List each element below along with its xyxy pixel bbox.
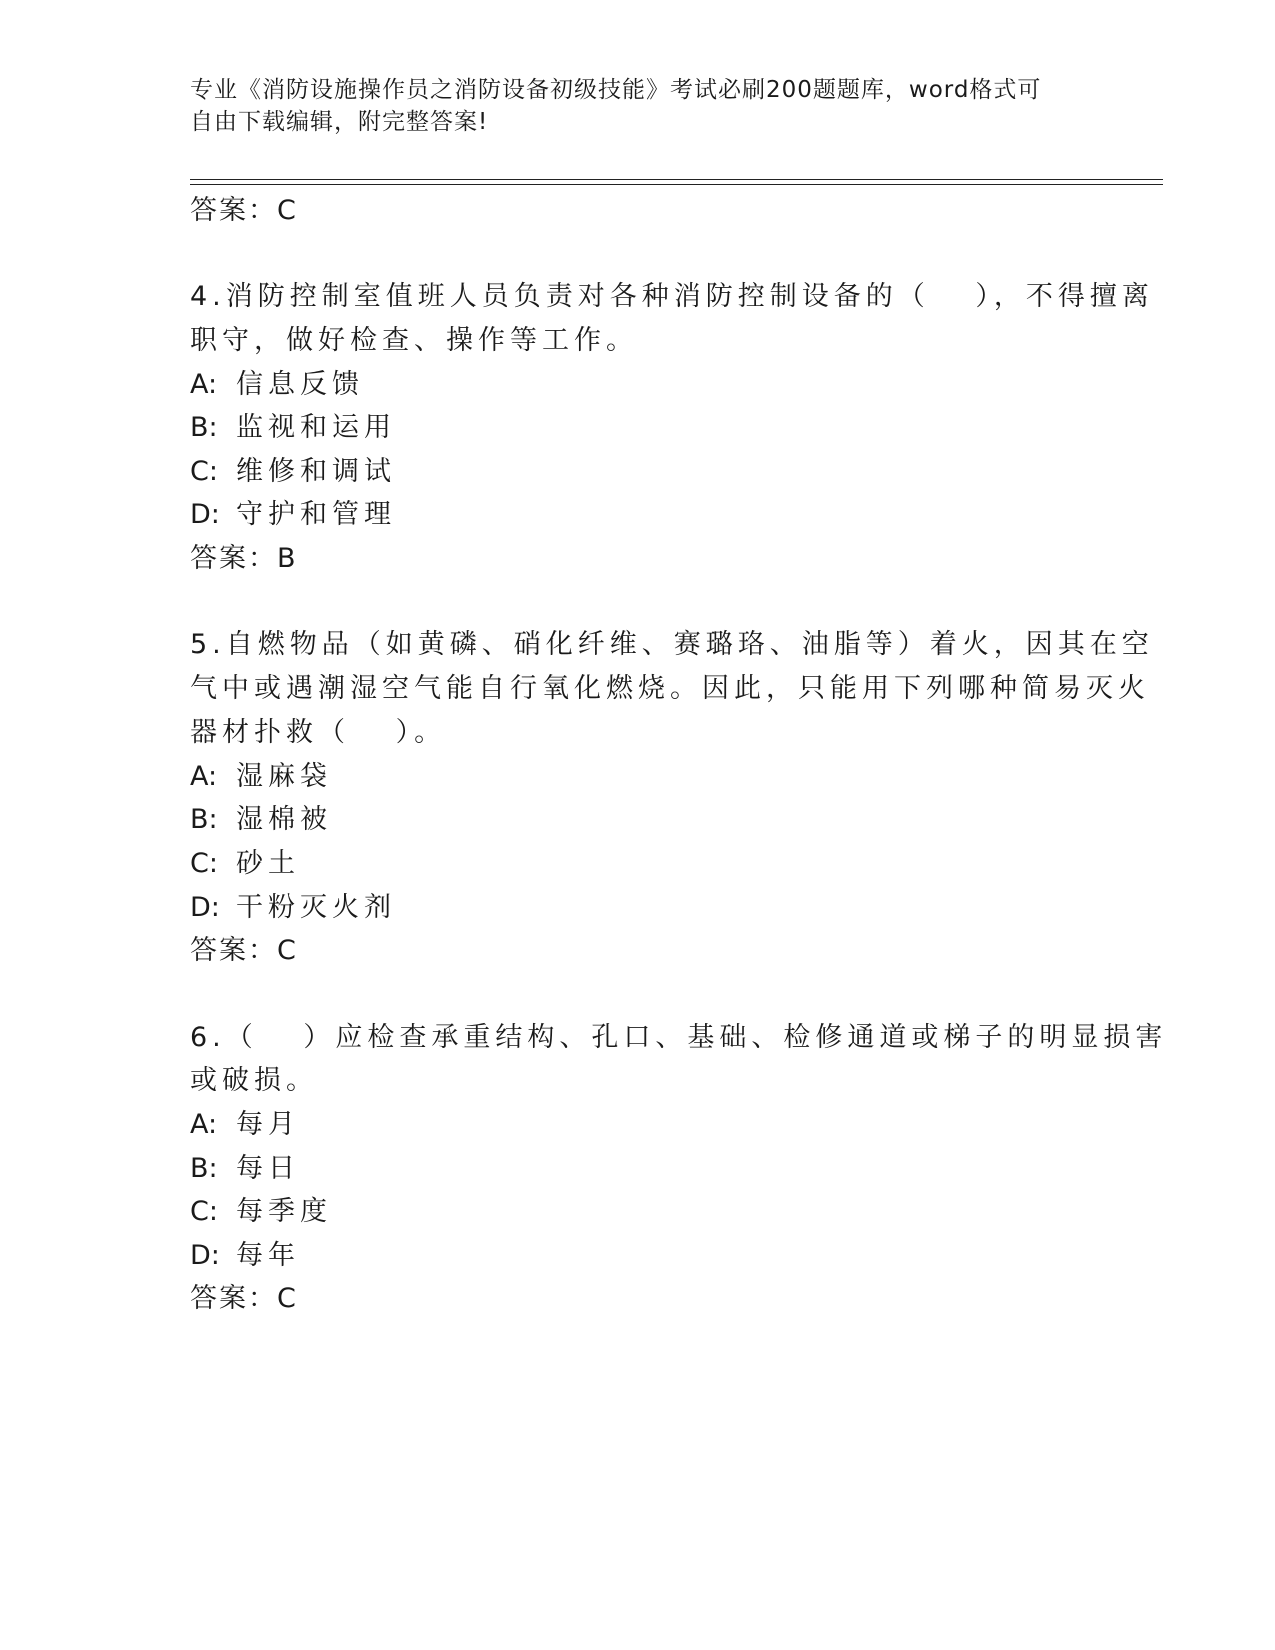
header-line-1: 专业《消防设施操作员之消防设备初级技能》考试必刷200题题库，word格式可: [190, 77, 1042, 103]
question-5-line-1: 5.自燃物品（如黄磷、硝化纤维、赛璐珞、油脂等）着火，因其在空: [190, 629, 1154, 660]
question-4-answer: 答案：B: [190, 543, 298, 574]
option-text: 监视和运用: [236, 412, 396, 443]
question-4-option-a: [190, 362, 364, 401]
question-6-option-d: [190, 1233, 300, 1272]
option-text: 湿棉被: [236, 804, 332, 835]
answer-previous: 答案：C: [190, 195, 298, 226]
question-6-option-a: [190, 1102, 300, 1141]
option-text: 砂土: [236, 848, 300, 879]
header-divider-top: [190, 179, 1163, 180]
question-6-option-b: [190, 1146, 300, 1185]
option-text: 每季度: [236, 1196, 332, 1227]
option-letter: D:: [190, 499, 220, 530]
question-6-line-1: 6.（ ）应检查承重结构、孔口、基础、检修通道或梯子的明显损害: [190, 1022, 1168, 1053]
option-text: 湿麻袋: [236, 761, 332, 792]
question-5-option-a: [190, 754, 332, 793]
option-letter: B:: [190, 804, 218, 835]
option-text: 干粉灭火剂: [236, 892, 396, 923]
question-4-option-b: [190, 405, 396, 444]
header-divider-bottom: [190, 184, 1163, 185]
option-letter: B:: [190, 1153, 218, 1184]
option-letter: A:: [190, 1109, 218, 1140]
option-text: 每月: [236, 1109, 300, 1140]
question-5-option-b: [190, 797, 332, 836]
option-letter: D:: [190, 1240, 220, 1271]
question-4-line-2: 职守，做好检查、操作等工作。: [190, 325, 638, 356]
document-header: [190, 74, 1090, 138]
option-text: 守护和管理: [236, 499, 396, 530]
option-letter: C:: [190, 1196, 218, 1227]
option-letter: A:: [190, 369, 218, 400]
option-letter: A:: [190, 761, 218, 792]
question-6-option-c: [190, 1189, 332, 1228]
header-line-2: 自由下载编辑，附完整答案!: [190, 109, 489, 135]
question-4-line-1: 4.消防控制室值班人员负责对各种消防控制设备的（ ），不得擅离: [190, 281, 1154, 312]
question-5-option-c: [190, 841, 300, 880]
question-5-line-2: 气中或遇潮湿空气能自行氧化燃烧。因此，只能用下列哪种简易灭火: [190, 673, 1150, 704]
option-letter: D:: [190, 892, 220, 923]
question-4-option-c: [190, 449, 396, 488]
option-letter: C:: [190, 848, 218, 879]
question-5-line-3: 器材扑救（ ）。: [190, 717, 447, 748]
option-text: 维修和调试: [236, 456, 396, 487]
option-text: 每年: [236, 1240, 300, 1271]
option-letter: B:: [190, 412, 218, 443]
option-letter: C:: [190, 456, 218, 487]
question-5-answer: 答案：C: [190, 935, 298, 966]
question-6-answer: 答案：C: [190, 1283, 298, 1314]
option-text: 信息反馈: [236, 369, 364, 400]
question-6-line-2: 或破损。: [190, 1065, 318, 1096]
question-5-option-d: [190, 885, 396, 924]
option-text: 每日: [236, 1153, 300, 1184]
question-4-option-d: [190, 492, 396, 531]
